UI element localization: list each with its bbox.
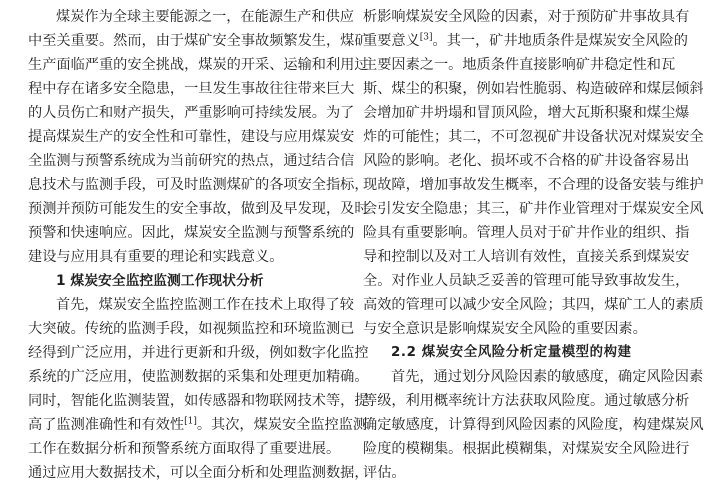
paragraph-1-line: 息技术与监测手段，可及时监测煤矿的各项安全指标，: [28, 177, 369, 193]
paragraph-1-line: 建设与应用具有重要的理论和实践意义。: [28, 249, 284, 265]
paragraph-2-line: 首先，煤炭安全监控监测工作在技术上取得了较: [56, 297, 354, 313]
paragraph-2-line: 通过应用大数据技术，可以全面分析和处理监测数据，: [28, 465, 369, 481]
paragraph-2-line: 大突破。传统的监测手段，如视频监控和环境监测已: [28, 321, 355, 337]
paragraph-3-line: 险具有重要影响。管理人员对于矿井作业的组织、指: [363, 225, 690, 241]
paragraph-3-line: 与安全意识是影响煤炭安全风险的重要因素。: [363, 321, 647, 337]
subsection-heading: 2.2 煤炭安全风险分析定量模型的构建: [391, 345, 632, 360]
paragraph-1-line: 预警和快速响应。因此，煤炭安全监测与预警系统的: [28, 225, 355, 241]
paragraph-1-line: 煤炭作为全球主要能源之一，在能源生产和供应: [56, 9, 354, 25]
paragraph-3-line: 会增加矿井坍塌和冒顶风险，增大瓦斯积聚和煤尘爆: [363, 105, 690, 121]
paragraph-1-line: 生产面临严重的安全挑战，煤炭的开采、运输和利用过: [28, 57, 369, 73]
citation-ref[interactable]: [3]: [419, 32, 433, 43]
paragraph-3-line: 斯、煤尘的积聚，例如岩性脆弱、构造破碎和煤层倾斜: [363, 81, 704, 97]
paragraph-2-line: 同时，智能化监测装置，如传感器和物联网技术等，提: [28, 393, 369, 409]
paragraph-3-line: 高效的管理可以减少安全风险；其四，煤矿工人的素质: [363, 297, 704, 313]
paragraph-2-line: 工作在数据分析和预警系统方面取得了重要进展。: [28, 441, 341, 457]
paragraph-3-line: 炸的可能性；其二，不可忽视矿井设备状况对煤炭安全: [363, 129, 704, 145]
paragraph-1-line: 的人员伤亡和财产损失，严重影响可持续发展。为了: [28, 105, 355, 121]
paragraph-2-line: 系统的广泛应用，使监测数据的采集和处理更加精确。: [28, 369, 369, 385]
paragraph-2-line: 经得到广泛应用，并进行更新和升级，例如数字化监控: [28, 345, 369, 361]
paragraph-2-line: 高了监测准确性和有效性[1]。其次，煤炭安全监控监测: [28, 416, 368, 433]
citation-ref[interactable]: [1]: [184, 416, 197, 427]
paragraph-1-line: 提高煤炭生产的安全性和可靠性，建设与应用煤炭安: [28, 129, 355, 145]
paragraph-4-line: 等级，利用概率统计方法获取风险度。通过敏感分析: [363, 393, 690, 409]
paragraph-3-line: 风险的影响。老化、损坏或不合格的矿井设备容易出: [363, 153, 690, 169]
paragraph-4-line: 确定敏感度，计算得到风险因素的风险度，构建煤炭风: [363, 417, 704, 433]
paragraph-4-line: 首先，通过划分风险因素的敏感度，确定风险因素: [391, 369, 704, 385]
paragraph-3-line: 会引发安全隐患；其三，矿井作业管理对于煤炭安全风: [363, 201, 704, 217]
paragraph-3-line: 重要意义[3]。其一，矿井地质条件是煤炭安全风险的: [363, 32, 688, 49]
paragraph-3-line: 现故障，增加事故发生概率，不合理的设备安装与维护: [363, 177, 704, 193]
paragraph-3-line: 析影响煤炭安全风险的因素，对于预防矿井事故具有: [363, 9, 690, 25]
paragraph-1-line: 预测并预防可能发生的安全事故，做到及早发现，及时: [28, 201, 369, 217]
paragraph-3-line: 全。对作业人员缺乏妥善的管理可能导致事故发生，: [363, 273, 690, 289]
paragraph-3-line: 主要因素之一。地质条件直接影响矿井稳定性和瓦: [363, 57, 676, 73]
paragraph-1-line: 程中存在诸多安全隐患，一旦发生事故往往带来巨大: [28, 81, 355, 97]
paragraph-1-line: 全监测与预警系统成为当前研究的热点，通过结合信: [28, 153, 355, 169]
paragraph-3-line: 导和控制以及对工人培训有效性，直接关系到煤炭安: [363, 249, 690, 265]
paragraph-4-line: 评估。: [363, 465, 406, 481]
section-heading: 1 煤炭安全监控监测工作现状分析: [56, 273, 264, 289]
paragraph-1-line: 中至关重要。然而，由于煤矿安全事故频繁发生，煤矿: [28, 33, 369, 49]
paragraph-4-line: 险度的模糊集。根据此模糊集，对煤炭安全风险进行: [363, 441, 690, 457]
